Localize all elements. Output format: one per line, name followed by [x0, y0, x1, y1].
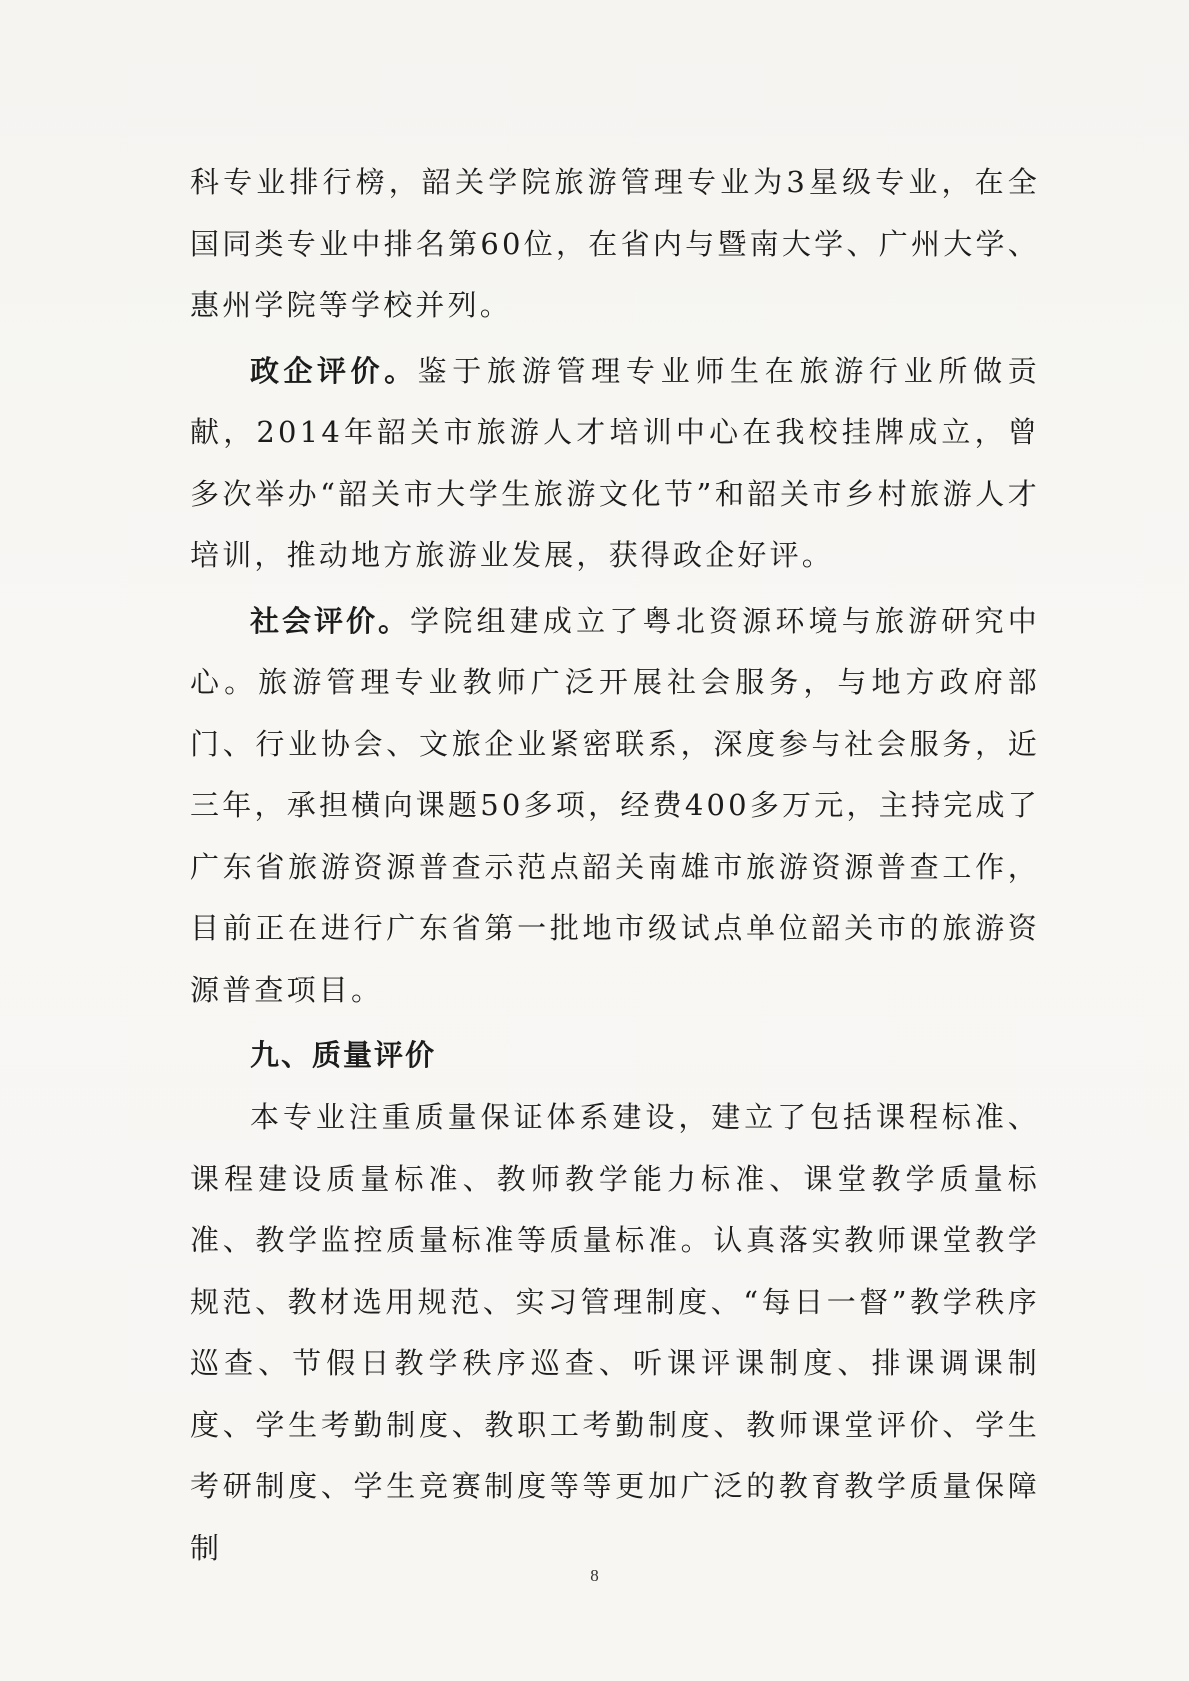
paragraph-quality-text: 本专业注重质量保证体系建设，建立了包括课程标准、课程建设质量标准、教师教学能力标准、课堂教学质量标准、教学监控质量标准等质量标准。认真落实教师课堂教学规范、教材选用规范、实习管理制度、“每日一督”教学秩序巡查、节假日教学秩序巡查、听课评课制度、排课调课制度、学生考勤制度、教职工考勤制度、教师课堂评价、学生考研制度、学生竞赛制度等等更加广泛的教育教学质量保障制: [190, 1100, 1040, 1565]
paragraph-lead-government: 政企评价。: [250, 353, 418, 388]
paragraph-social-text: 学院组建成立了粤北资源环境与旅游研究中心。旅游管理专业教师广泛开展社会服务，与地方政府部门、行业协会、文旅企业紧密联系，深度参与社会服务，近三年，承担横向课题50多项，经费400多万元，主持完成了广东省旅游资源普查示范点韶关南雄市旅游资源普查工作，目前正在进行广东省第一批地市级试点单位韶关市的旅游资源普查项目。: [190, 603, 1040, 1007]
paragraph-social-evaluation: [190, 591, 1040, 1022]
paragraph-government-evaluation: [190, 341, 1040, 587]
paragraph-ranking-text: 科专业排行榜，韶关学院旅游管理专业为3星级专业，在全国同类专业中排名第60位，在省内与暨南大学、广州大学、惠州学院等学校并列。: [190, 165, 1040, 322]
page-content: [190, 152, 1040, 1579]
paragraph-lead-social: 社会评价。: [250, 603, 411, 638]
paragraph-government-text: 鉴于旅游管理专业师生在旅游行业所做贡献，2014年韶关市旅游人才培训中心在我校挂牌成立，曾多次举办“韶关市大学生旅游文化节”和韶关市乡村旅游人才培训，推动地方旅游业发展，获得政企好评。: [190, 353, 1040, 572]
page-number: 8: [590, 1566, 599, 1585]
paragraph-quality-evaluation: [190, 1087, 1040, 1579]
section-heading: 九、质量评价: [250, 1038, 437, 1072]
paragraph-ranking: [190, 152, 1040, 337]
